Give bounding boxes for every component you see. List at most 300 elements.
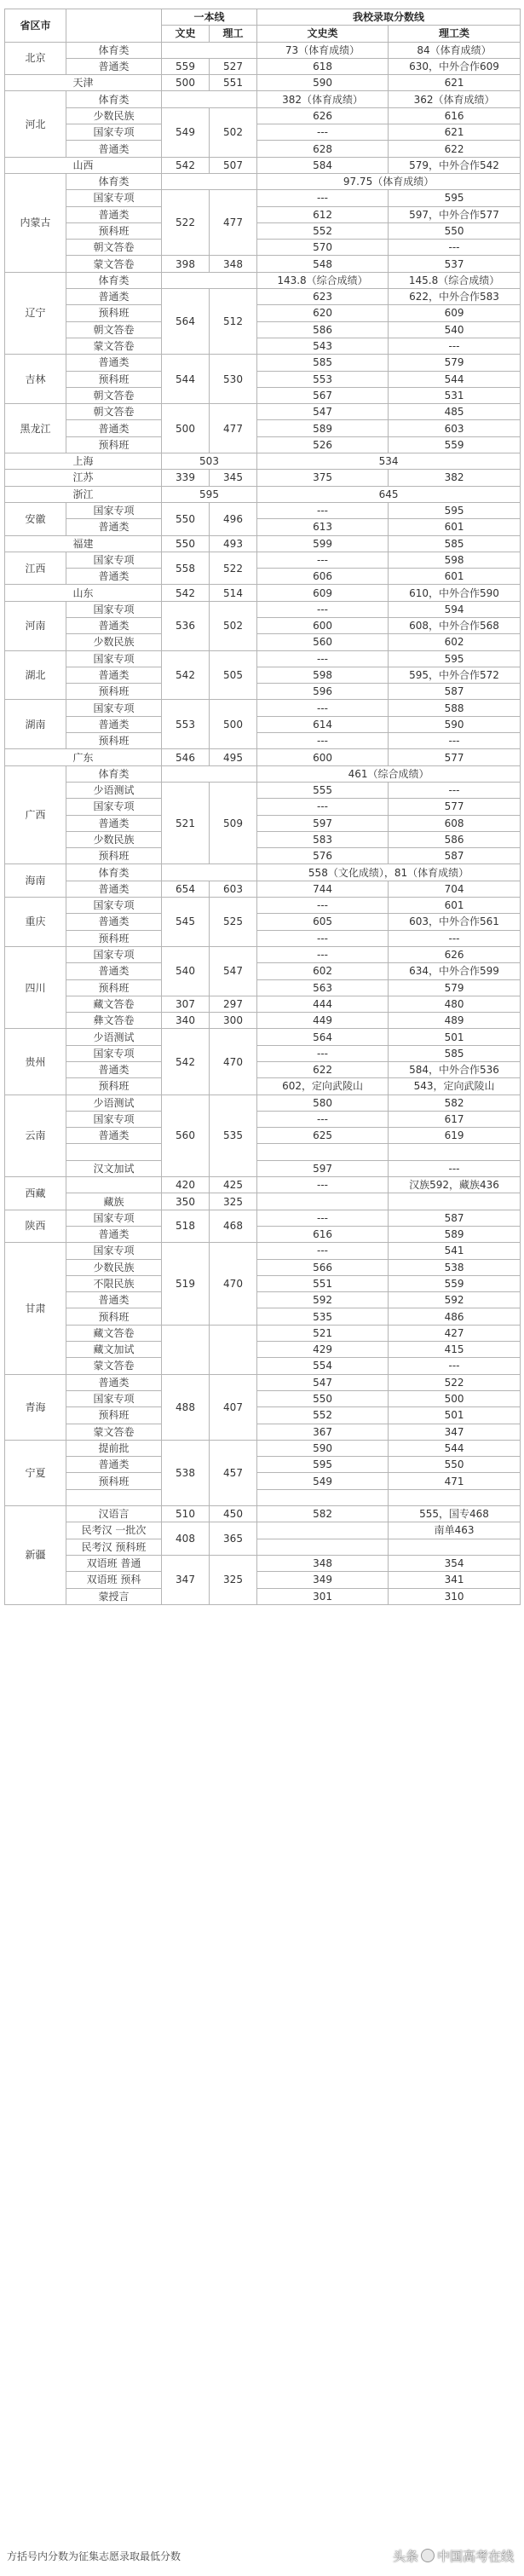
- table-cell: 602: [257, 963, 389, 979]
- table-cell: 普通类: [66, 1226, 162, 1242]
- table-cell: 587: [389, 1210, 521, 1226]
- table-cell: 576: [257, 848, 389, 864]
- table-row: [5, 733, 521, 749]
- avatar-icon: [421, 2549, 435, 2562]
- table-row: [5, 124, 521, 141]
- table-cell: [66, 1144, 162, 1160]
- table-cell: 307: [162, 996, 210, 1012]
- table-row: [5, 569, 521, 585]
- table-cell: 预科班: [66, 733, 162, 749]
- watermark: [393, 2547, 514, 2565]
- table-cell: [162, 765, 257, 782]
- table-cell: 藏族: [66, 1193, 162, 1210]
- table-cell: 521: [162, 782, 210, 863]
- table-cell: 体育类: [66, 91, 162, 107]
- table-cell: 587: [389, 684, 521, 700]
- table-cell: [257, 1144, 389, 1160]
- table-cell: 553: [162, 700, 210, 749]
- table-row: [5, 848, 521, 864]
- table-cell: 634，中外合作599: [389, 963, 521, 979]
- table-cell: 582: [389, 1095, 521, 1111]
- table-row: [5, 355, 521, 371]
- table-row: [5, 1144, 521, 1160]
- table-cell: 蒙文答卷: [66, 338, 162, 354]
- table-row: [5, 1275, 521, 1291]
- table-cell: 普通类: [66, 716, 162, 732]
- table-cell: 青海: [5, 1374, 66, 1440]
- watermark-prefix: 头条: [392, 2549, 418, 2564]
- table-cell: 国家专项: [66, 502, 162, 518]
- table-cell: 552: [257, 1407, 389, 1424]
- table-cell: ---: [389, 733, 521, 749]
- table-cell: 560: [257, 634, 389, 650]
- table-row: [5, 42, 521, 58]
- table-cell: 310: [389, 1588, 521, 1604]
- table-row: [5, 1424, 521, 1440]
- table-row: [5, 173, 521, 189]
- table-cell: 348: [257, 1555, 389, 1571]
- table-cell: 598: [257, 667, 389, 683]
- table-cell: ---: [389, 930, 521, 946]
- table-cell: 重庆: [5, 898, 66, 947]
- table-cell: 534: [257, 453, 521, 470]
- table-cell: 北京: [5, 42, 66, 75]
- table-cell: 555，国专468: [389, 1506, 521, 1522]
- table-cell: 国家专项: [66, 601, 162, 617]
- table-cell: ---: [257, 1210, 389, 1226]
- table-row: [5, 1473, 521, 1489]
- table-cell: 567: [257, 387, 389, 403]
- table-cell: 体育类: [66, 864, 162, 881]
- table-cell: 577: [389, 749, 521, 765]
- table-cell: 579: [389, 355, 521, 371]
- table-cell: 宁夏: [5, 1440, 66, 1505]
- table-cell: 350: [162, 1193, 210, 1210]
- table-cell: 554: [257, 1358, 389, 1374]
- table-row: [5, 552, 521, 568]
- table-cell: 595: [389, 502, 521, 518]
- table-cell: ---: [257, 124, 389, 141]
- table-cell: 河南: [5, 601, 66, 650]
- table-cell: 蒙文答卷: [66, 256, 162, 272]
- table-cell: 645: [257, 486, 521, 502]
- table-cell: 预科班: [66, 930, 162, 946]
- table-cell: [389, 1144, 521, 1160]
- table-cell: 国家专项: [66, 700, 162, 716]
- table-cell: 619: [389, 1128, 521, 1144]
- table-cell: 595: [389, 650, 521, 667]
- table-cell: 543，定向武陵山: [389, 1078, 521, 1095]
- table-cell: 文史类: [257, 26, 389, 42]
- table-cell: 海南: [5, 864, 66, 898]
- table-cell: 621: [389, 75, 521, 91]
- table-cell: 538: [162, 1440, 210, 1505]
- table-cell: 564: [162, 289, 210, 355]
- table-row: [5, 1588, 521, 1604]
- table-cell: 599: [257, 535, 389, 552]
- table-row: [5, 141, 521, 157]
- table-cell: 597: [257, 1160, 389, 1176]
- table-cell: 我校录取分数线: [257, 9, 521, 26]
- table-cell: 535: [257, 1308, 389, 1325]
- table-row: [5, 1226, 521, 1242]
- table-cell: 564: [257, 1029, 389, 1045]
- table-cell: 双语班 预科: [66, 1572, 162, 1588]
- table-row: [5, 222, 521, 239]
- table-row: [5, 502, 521, 518]
- table-cell: 354: [389, 1555, 521, 1571]
- table-cell: 汉语言: [66, 1506, 162, 1522]
- table-cell: 547: [257, 404, 389, 420]
- table-row: [5, 1243, 521, 1259]
- table-cell: 安徽: [5, 502, 66, 535]
- table-row: [5, 190, 521, 206]
- table-cell: ---: [257, 898, 389, 914]
- table-cell: 551: [210, 75, 257, 91]
- table-cell: 预科班: [66, 848, 162, 864]
- table-cell: 藏文答卷: [66, 1325, 162, 1341]
- table-row: [5, 470, 521, 486]
- table-cell: 蒙文答卷: [66, 1358, 162, 1374]
- table-cell: 558: [162, 552, 210, 585]
- table-cell: 普通类: [66, 1457, 162, 1473]
- table-cell: 普通类: [66, 569, 162, 585]
- table-row: [5, 898, 521, 914]
- table-cell: 陕西: [5, 1210, 66, 1243]
- table-cell: 普通类: [66, 289, 162, 305]
- table-cell: ---: [257, 1111, 389, 1127]
- table-cell: 542: [162, 650, 210, 700]
- table-cell: 贵州: [5, 1029, 66, 1095]
- table-cell: 630，中外合作609: [389, 58, 521, 74]
- table-cell: 84（体育成绩）: [389, 42, 521, 58]
- table-cell: 538: [389, 1259, 521, 1275]
- table-cell: 内蒙古: [5, 173, 66, 272]
- table-cell: 蒙授言: [66, 1588, 162, 1604]
- table-cell: [389, 1539, 521, 1555]
- table-cell: 622，中外合作583: [389, 289, 521, 305]
- table-row: [5, 815, 521, 831]
- table-cell: 547: [257, 1374, 389, 1390]
- table-cell: 601: [389, 898, 521, 914]
- table-cell: 486: [389, 1308, 521, 1325]
- table-cell: 500: [389, 1390, 521, 1406]
- table-cell: 612: [257, 206, 389, 222]
- table-cell: 477: [210, 190, 257, 256]
- table-cell: 488: [162, 1374, 210, 1440]
- table-cell: 普通类: [66, 420, 162, 436]
- table-cell: 少数民族: [66, 107, 162, 124]
- table-row: [5, 979, 521, 996]
- table-cell: 辽宁: [5, 272, 66, 354]
- table-cell: 549: [162, 107, 210, 157]
- table-cell: 国家专项: [66, 1243, 162, 1259]
- table-cell: 普通类: [66, 1292, 162, 1308]
- table-cell: 广东: [5, 749, 162, 765]
- table-cell: 少语测试: [66, 1029, 162, 1045]
- table-cell: 349: [257, 1572, 389, 1588]
- table-row: [5, 765, 521, 782]
- table-row: [5, 634, 521, 650]
- table-cell: 510: [162, 1506, 210, 1522]
- table-cell: 579，中外合作542: [389, 157, 521, 173]
- table-row: [5, 963, 521, 979]
- table-row: [5, 700, 521, 716]
- table-cell: ---: [389, 782, 521, 798]
- table-cell: 理工类: [389, 26, 521, 42]
- table-cell: 552: [257, 222, 389, 239]
- table-cell: 543: [257, 338, 389, 354]
- table-cell: 山东: [5, 585, 162, 601]
- table-cell: ---: [257, 1177, 389, 1193]
- table-row: [5, 1045, 521, 1061]
- table-cell: 493: [210, 535, 257, 552]
- table-cell: [257, 1489, 389, 1505]
- table-row: [5, 371, 521, 387]
- table-cell: 628: [257, 141, 389, 157]
- table-cell: 预科班: [66, 436, 162, 453]
- table-cell: 普通类: [66, 141, 162, 157]
- table-cell: 470: [210, 1243, 257, 1325]
- table-cell: 590: [257, 1440, 389, 1456]
- table-cell: ---: [257, 799, 389, 815]
- table-cell: 626: [389, 946, 521, 962]
- table-row: [5, 1358, 521, 1374]
- table-cell: 485: [389, 404, 521, 420]
- table-row: [5, 1259, 521, 1275]
- table-cell: 南单463: [389, 1522, 521, 1539]
- table-cell: 408: [162, 1522, 210, 1556]
- table-cell: 朝文答卷: [66, 321, 162, 338]
- table-row: [5, 58, 521, 74]
- table-cell: 625: [257, 1128, 389, 1144]
- table-cell: 563: [257, 979, 389, 996]
- table-row: [5, 75, 521, 91]
- table-cell: 531: [389, 387, 521, 403]
- table-cell: 610，中外合作590: [389, 585, 521, 601]
- table-cell: 603，中外合作561: [389, 914, 521, 930]
- table-cell: 预科班: [66, 1078, 162, 1095]
- table-cell: 526: [257, 436, 389, 453]
- table-row: [5, 404, 521, 420]
- table-cell: ---: [257, 1045, 389, 1061]
- table-row: [5, 486, 521, 502]
- table-cell: 585: [389, 1045, 521, 1061]
- table-cell: 不限民族: [66, 1275, 162, 1291]
- table-cell: 544: [162, 355, 210, 404]
- table-cell: 744: [257, 881, 389, 897]
- table-cell: 489: [389, 1013, 521, 1029]
- table-row: [5, 289, 521, 305]
- table-cell: 553: [257, 371, 389, 387]
- table-cell: 559: [389, 436, 521, 453]
- table-row: [5, 1013, 521, 1029]
- watermark-account: 中国高考在线: [436, 2549, 514, 2564]
- table-cell: 622: [257, 1062, 389, 1078]
- table-cell: 398: [162, 256, 210, 272]
- table-cell: 480: [389, 996, 521, 1012]
- table-cell: 河北: [5, 91, 66, 157]
- table-cell: 普通类: [66, 815, 162, 831]
- table-cell: 预科班: [66, 1308, 162, 1325]
- table-cell: 522: [389, 1374, 521, 1390]
- table-row: [5, 650, 521, 667]
- admission-score-table: [4, 9, 521, 1605]
- table-cell: 97.75（体育成绩）: [257, 173, 521, 189]
- table-cell: 325: [210, 1555, 257, 1604]
- table-cell: 540: [389, 321, 521, 338]
- table-cell: 普通类: [66, 963, 162, 979]
- table-cell: 597，中外合作577: [389, 206, 521, 222]
- table-row: [5, 1210, 521, 1226]
- table-cell: 预科班: [66, 684, 162, 700]
- table-row: [5, 1111, 521, 1127]
- table-cell: 江苏: [5, 470, 162, 486]
- table-cell: [389, 1193, 521, 1210]
- table-cell: [210, 1325, 257, 1374]
- table-row: [5, 1193, 521, 1210]
- table-cell: 少语测试: [66, 782, 162, 798]
- table-row: [5, 240, 521, 256]
- table-cell: 601: [389, 569, 521, 585]
- table-cell: 普通类: [66, 881, 162, 897]
- table-cell: 594: [389, 601, 521, 617]
- table-cell: [257, 1522, 389, 1539]
- table-cell: 少数民族: [66, 831, 162, 847]
- table-cell: 体育类: [66, 272, 162, 288]
- table-cell: ---: [389, 1160, 521, 1176]
- table-cell: 提前批: [66, 1440, 162, 1456]
- table-cell: 618: [257, 58, 389, 74]
- table-cell: 609: [257, 585, 389, 601]
- table-cell: 145.8（综合成绩）: [389, 272, 521, 288]
- table-row: [5, 1506, 521, 1522]
- table-row: [5, 1390, 521, 1406]
- table-cell: 预科班: [66, 371, 162, 387]
- table-cell: 601: [389, 519, 521, 535]
- table-cell: 461（综合成绩）: [257, 765, 521, 782]
- table-cell: 一本线: [162, 9, 257, 26]
- table-cell: 301: [257, 1588, 389, 1604]
- table-cell: 415: [389, 1342, 521, 1358]
- table-cell: [66, 9, 162, 43]
- table-cell: 512: [210, 289, 257, 355]
- table-cell: 496: [210, 502, 257, 535]
- table-row: [5, 617, 521, 633]
- table-cell: 新疆: [5, 1506, 66, 1605]
- table-cell: 365: [210, 1522, 257, 1556]
- table-cell: 605: [257, 914, 389, 930]
- table-cell: [257, 1193, 389, 1210]
- table-cell: 国家专项: [66, 650, 162, 667]
- table-cell: 596: [257, 684, 389, 700]
- table-cell: ---: [257, 930, 389, 946]
- table-cell: 547: [210, 946, 257, 996]
- table-cell: 348: [210, 256, 257, 272]
- table-cell: 587: [389, 848, 521, 864]
- table-cell: 湖南: [5, 700, 66, 749]
- table-cell: 518: [162, 1210, 210, 1243]
- table-row: [5, 1325, 521, 1341]
- table-cell: [162, 864, 257, 881]
- table-cell: 595: [389, 190, 521, 206]
- admission-score-table-wrapper: [4, 9, 520, 1605]
- table-cell: 598: [389, 552, 521, 568]
- table-cell: 537: [389, 256, 521, 272]
- table-cell: 617: [389, 1111, 521, 1127]
- table-cell: 570: [257, 240, 389, 256]
- table-row: [5, 519, 521, 535]
- table-cell: 503: [162, 453, 257, 470]
- table-cell: 省区市: [5, 9, 66, 43]
- table-row: [5, 1489, 521, 1505]
- table-cell: ---: [257, 552, 389, 568]
- table-cell: 540: [162, 946, 210, 996]
- table-row: [5, 9, 521, 26]
- table-row: [5, 1407, 521, 1424]
- table-cell: 341: [389, 1572, 521, 1588]
- table-row: [5, 831, 521, 847]
- table-cell: 普通类: [66, 206, 162, 222]
- table-cell: 500: [162, 404, 210, 453]
- table-cell: 522: [210, 552, 257, 585]
- table-row: [5, 453, 521, 470]
- table-row: [5, 535, 521, 552]
- table-cell: 521: [257, 1325, 389, 1341]
- table-row: [5, 1539, 521, 1555]
- table-cell: 586: [257, 321, 389, 338]
- table-cell: 藏文答卷: [66, 996, 162, 1012]
- table-cell: 湖北: [5, 650, 66, 700]
- table-cell: 藏文加试: [66, 1342, 162, 1358]
- table-cell: ---: [257, 190, 389, 206]
- table-cell: 国家专项: [66, 1390, 162, 1406]
- table-row: [5, 946, 521, 962]
- table-cell: 普通类: [66, 355, 162, 371]
- table-cell: 621: [389, 124, 521, 141]
- table-cell: 602，定向武陵山: [257, 1078, 389, 1095]
- table-cell: 549: [257, 1473, 389, 1489]
- table-row: [5, 881, 521, 897]
- table-cell: 580: [257, 1095, 389, 1111]
- table-cell: 上海: [5, 453, 162, 470]
- table-cell: 天津: [5, 75, 162, 91]
- table-cell: 西藏: [5, 1177, 66, 1210]
- table-row: [5, 799, 521, 815]
- table-row: [5, 864, 521, 881]
- table-cell: 584，中外合作536: [389, 1062, 521, 1078]
- table-cell: 普通类: [66, 617, 162, 633]
- table-cell: 朝文答卷: [66, 240, 162, 256]
- table-cell: 507: [210, 157, 257, 173]
- table-cell: 560: [162, 1095, 210, 1176]
- table-cell: 501: [389, 1407, 521, 1424]
- table-cell: [66, 1489, 162, 1505]
- table-cell: 584: [257, 157, 389, 173]
- table-cell: 甘肃: [5, 1243, 66, 1374]
- table-cell: 山西: [5, 157, 162, 173]
- table-cell: 362（体育成绩）: [389, 91, 521, 107]
- table-cell: 590: [389, 716, 521, 732]
- table-cell: [389, 1489, 521, 1505]
- table-row: [5, 420, 521, 436]
- table-cell: 595: [162, 486, 257, 502]
- table-cell: 国家专项: [66, 124, 162, 141]
- table-cell: 558（文化成绩），81（体育成绩）: [257, 864, 521, 881]
- table-cell: [162, 272, 257, 288]
- table-cell: 589: [389, 1226, 521, 1242]
- table-row: [5, 716, 521, 732]
